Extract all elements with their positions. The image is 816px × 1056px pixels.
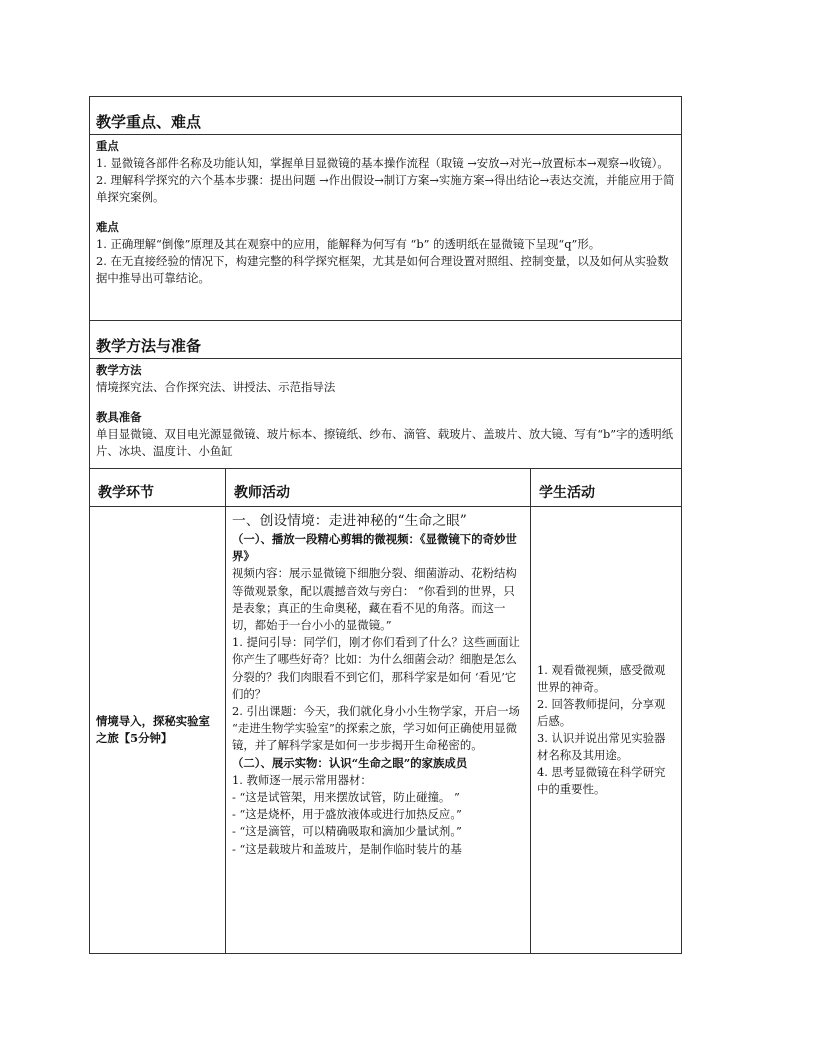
methods-body-row xyxy=(90,359,682,469)
tools-label: 教具准备 xyxy=(96,410,142,424)
teacher-item-3: - “这是滴管，可以精确吸取和滴加少量试剂。” xyxy=(232,824,462,839)
teacher-question-text: 1. 提问引导：同学们，刚才你们看到了什么？这些画面让你产生了哪些好奇？比如：为什么细菌会动？细胞是怎么分裂的？我们肉眼看不到它们，那科学家是如何 ‘看见’它们的？ xyxy=(232,635,520,701)
header-teacher: 教师活动 xyxy=(226,469,531,507)
method-text: 情境探究法、合作探究法、讲授法、示范指导法 xyxy=(96,380,336,394)
student-item-2: 2. 回答教师提问，分享观后感。 xyxy=(537,697,666,728)
student-item-4: 4. 思考显微镜在科学研究中的重要性。 xyxy=(537,765,666,796)
methods-title-row xyxy=(90,321,682,359)
header-phase: 教学环节 xyxy=(90,469,226,507)
key-points-title-row xyxy=(90,97,682,135)
key-points-body xyxy=(90,135,682,321)
activity-header-row xyxy=(90,469,682,507)
focus-label: 重点 xyxy=(96,139,119,153)
phase-cell: 情境导入，探秘实验室之旅【5分钟】 xyxy=(90,507,226,954)
teacher-show-text: 1. 教师逐一展示常用器材： xyxy=(232,772,372,787)
difficulty-label: 难点 xyxy=(96,220,119,234)
lesson-plan-page xyxy=(89,96,681,954)
teacher-sub-heading-2: （二）、展示实物：认识“生命之眼”的家族成员 xyxy=(232,755,468,770)
student-item-1: 1. 观看微视频，感受微观世界的神奇。 xyxy=(537,663,666,694)
tools-text: 单目显微镜、双目电光源显微镜、玻片标本、擦镜纸、纱布、滴管、载玻片、盖玻片、放大镜、写有“b”字的透明纸片、冰块、温度计、小鱼缸 xyxy=(96,427,674,458)
methods-title: 教学方法与准备 xyxy=(90,321,682,359)
difficulty-item-2: 2. 在无直接经验的情况下，构建完整的科学探究框架，尤其是如何合理设置对照组、控制变量，以及如何从实验数据中推导出可靠结论。 xyxy=(96,254,669,285)
teacher-intro-text: 2. 引出课题：今天，我们就化身小小生物学家，开启一场 “走进生物学实验室”的探索之旅，学习如何正确使用显微镜，并了解科学家是如何一步步揭开生命秘密的。 xyxy=(232,704,520,753)
teacher-item-4: - “这是载玻片和盖玻片，是制作临时装片的基 xyxy=(232,841,462,856)
teacher-item-1: - “这是试管架，用来摆放试管，防止碰撞。 ” xyxy=(232,790,460,805)
key-points-body-row xyxy=(90,135,682,321)
header-student: 学生活动 xyxy=(531,469,682,507)
teacher-activity-cell xyxy=(226,507,531,954)
teacher-section-title: 一、创设情境：走进神秘的“生命之眼” xyxy=(232,513,467,529)
student-activity-cell xyxy=(531,507,682,954)
focus-item-1: 1. 显微镜各部件名称及功能认知，掌握单目显微镜的基本操作流程（取镜 →安放→对光→放置标本→观察→收镜）。 xyxy=(96,156,669,170)
difficulty-item-1: 1. 正确理解“倒像”原理及其在观察中的应用，能解释为何写有 “b” 的透明纸在显微镜下呈现“q”形。 xyxy=(96,237,601,251)
teacher-video-text: 视频内容：展示显微镜下细胞分裂、细菌游动、花粉结构等微观景象，配以震撼音效与旁白： “你看到的世界，只是表象；真正的生命奥秘，藏在看不见的角落。而这一切，都始于一台小小的显微镜。” xyxy=(232,566,517,633)
key-points-title: 教学重点、难点 xyxy=(90,97,682,135)
activity-row xyxy=(90,507,682,954)
teacher-item-2: - “这是烧杯，用于盛放液体或进行加热反应。” xyxy=(232,807,462,822)
lesson-plan-table xyxy=(89,96,682,954)
focus-item-2: 2. 理解科学探究的六个基本步骤：提出问题 →作出假设→制订方案→实施方案→得出结论→表达交流，并能应用于简单探究案例。 xyxy=(96,173,675,204)
method-label: 教学方法 xyxy=(96,363,142,377)
methods-body xyxy=(90,359,682,469)
student-item-3: 3. 认识并说出常见实验器材名称及其用途。 xyxy=(537,731,666,762)
teacher-sub-heading-1: （一）、播放一段精心剪辑的微视频：《显微镜下的奇妙世界》 xyxy=(232,532,517,564)
